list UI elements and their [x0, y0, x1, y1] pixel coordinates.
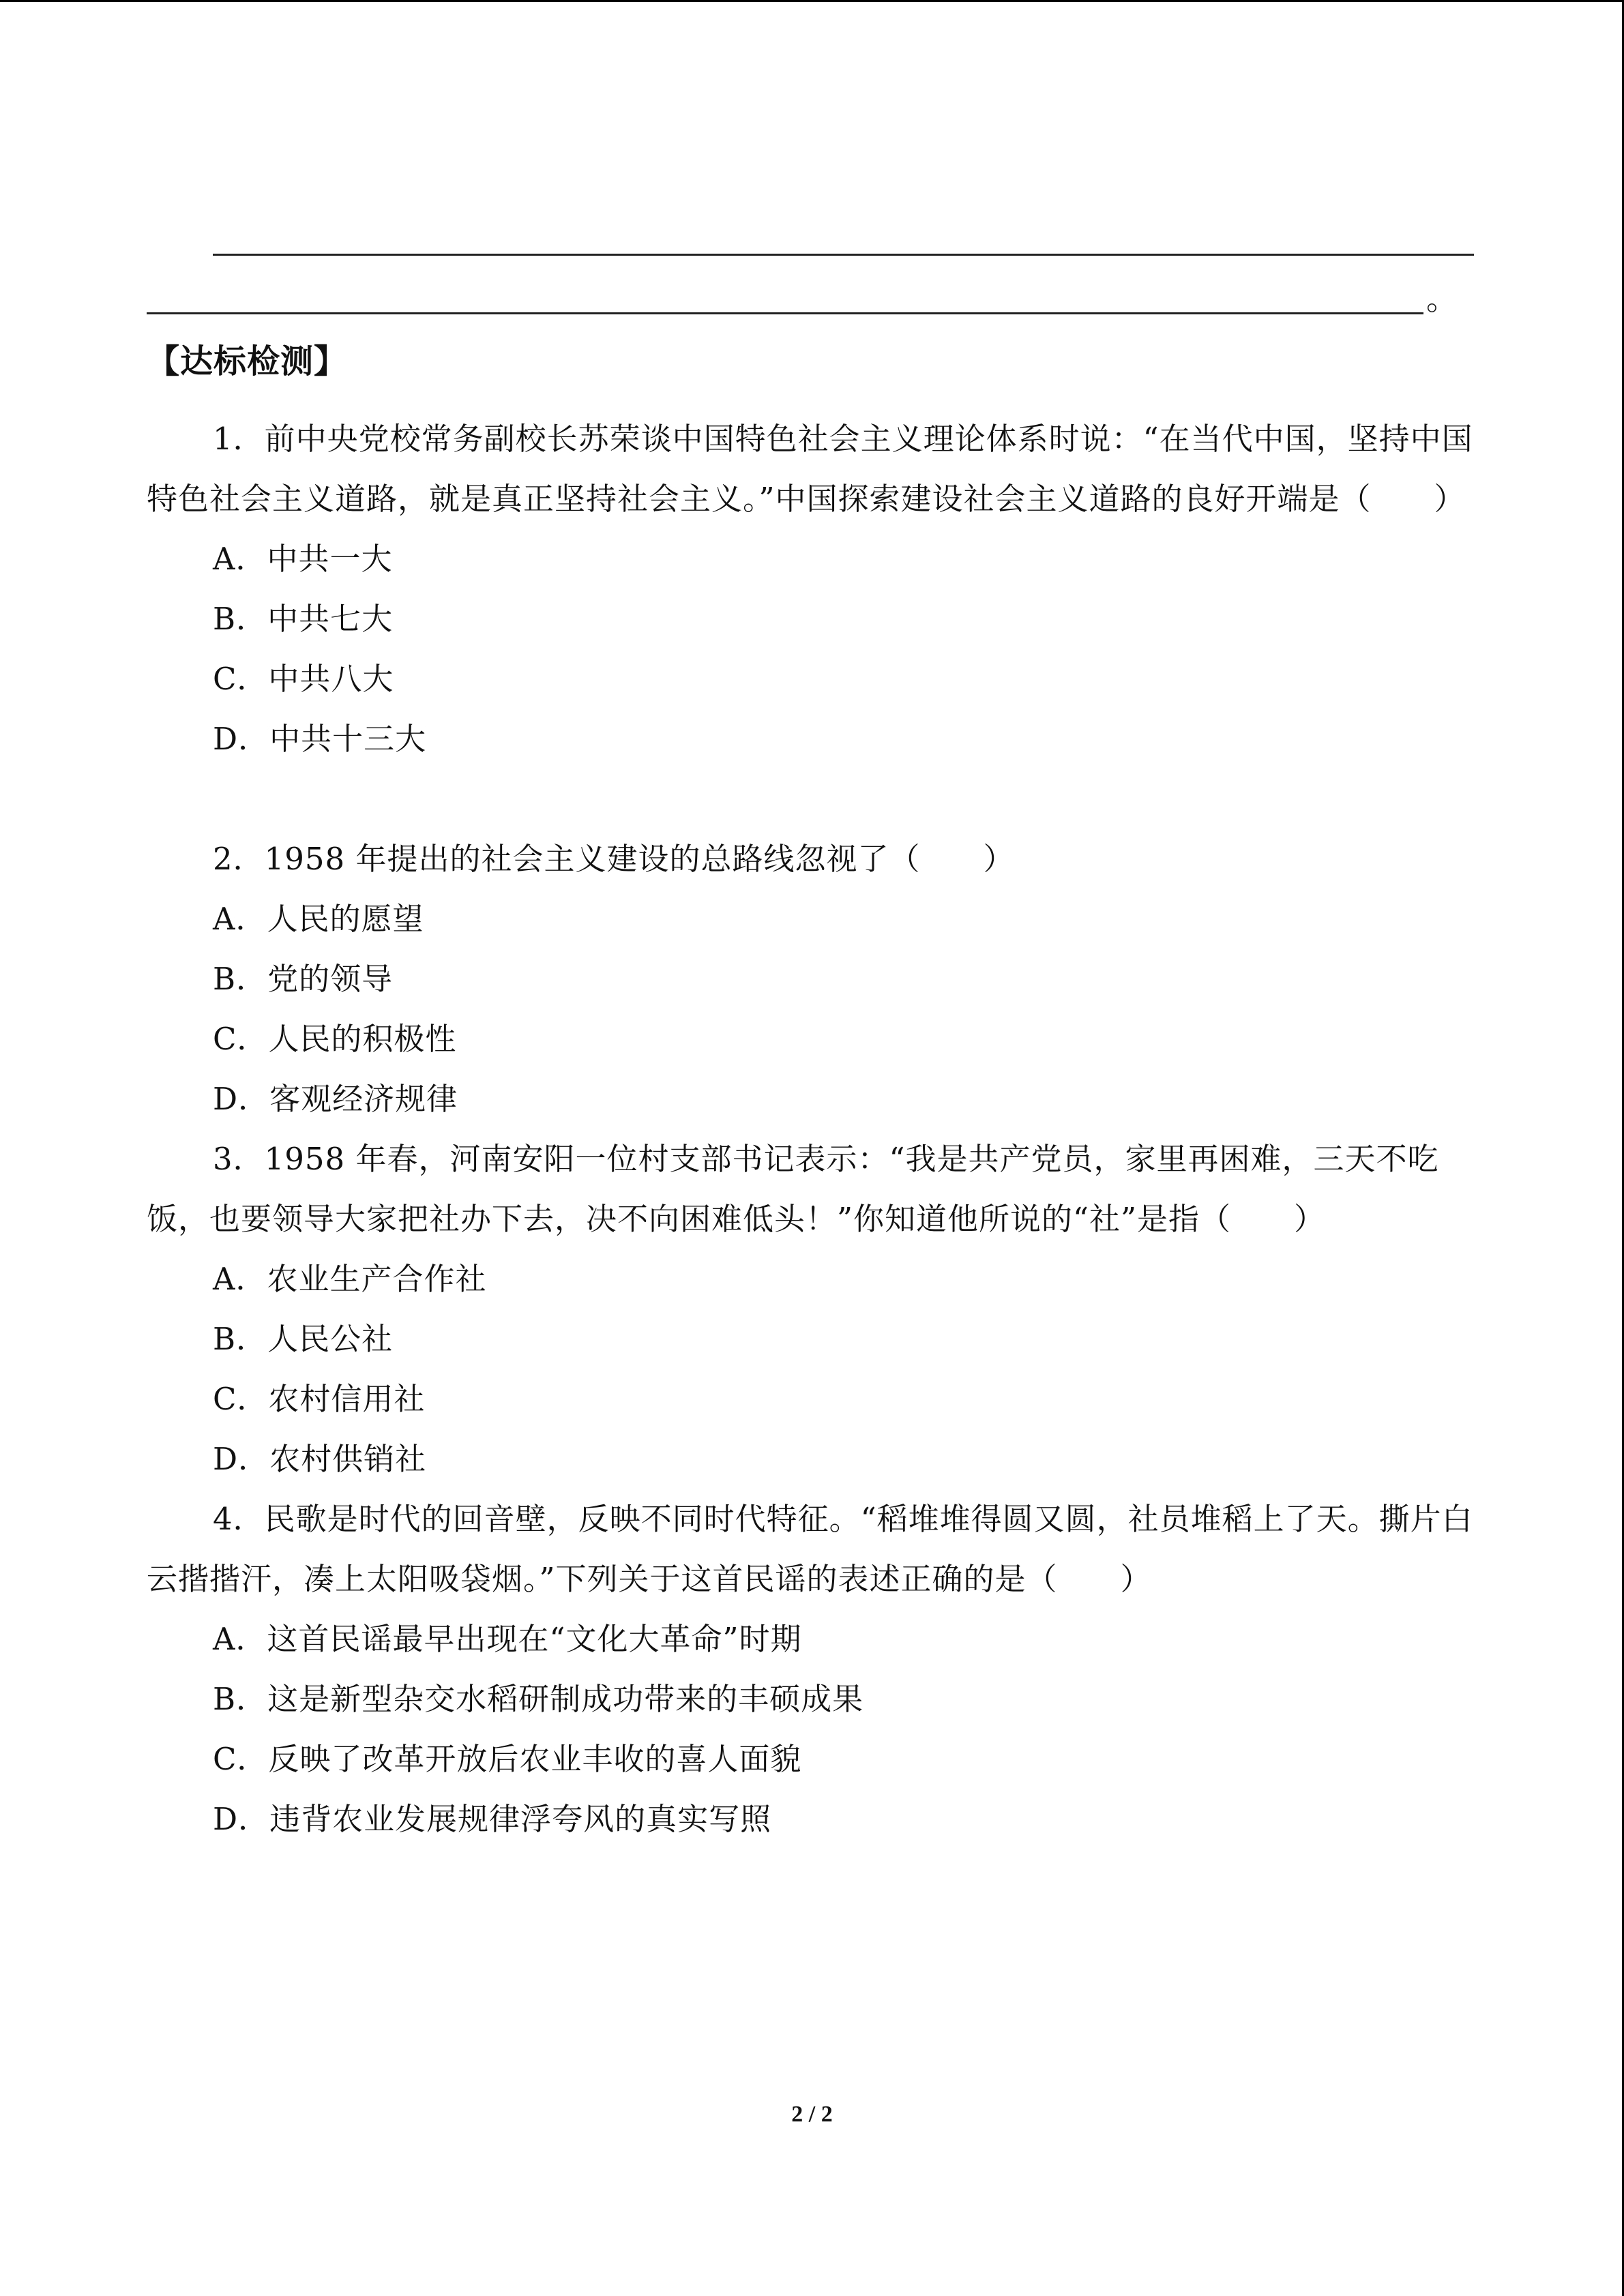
- option-c[interactable]: C．反映了改革开放后农业丰收的喜人面貌: [213, 1741, 802, 1777]
- option-d[interactable]: D．农村供销社: [213, 1441, 427, 1477]
- option-b[interactable]: B．这是新型杂交水稻研制成功带来的丰硕成果: [213, 1681, 864, 1717]
- section-heading: 【达标检测】: [147, 342, 348, 381]
- option-b[interactable]: B．党的领导: [213, 961, 394, 997]
- question-1: [147, 409, 1477, 769]
- option-a[interactable]: A．人民的愿望: [213, 901, 424, 937]
- option-b[interactable]: B．人民公社: [213, 1321, 394, 1357]
- page-border-top: [0, 0, 1624, 2]
- option-b[interactable]: B．中共七大: [213, 601, 394, 637]
- option-c[interactable]: C．人民的积极性: [213, 1021, 457, 1057]
- option-d[interactable]: D．中共十三大: [213, 721, 427, 757]
- question-4: [147, 1489, 1477, 1849]
- question-stem: 1．前中央党校常务副校长苏荣谈中国特色社会主义理论体系时说：“在当代中国，坚持中国特色社会主义道路，就是真正坚持社会主义。”中国探索建设社会主义道路的良好开端是（ ）: [147, 421, 1473, 517]
- question-stem: 3．1958 年春，河南安阳一位村支部书记表示：“我是共产党员，家里再困难，三天不吃饭，也要领导大家把社办下去，决不向困难低头！”你知道他所说的“社”是指（ ）: [147, 1141, 1439, 1237]
- option-d[interactable]: D．客观经济规律: [213, 1081, 458, 1117]
- question-3: [147, 1129, 1477, 1489]
- question-2: [147, 829, 1477, 1129]
- option-a[interactable]: A．中共一大: [213, 541, 393, 577]
- option-c[interactable]: C．农村信用社: [213, 1381, 426, 1417]
- question-stem: 2．1958 年提出的社会主义建设的总路线忽视了（ ）: [213, 841, 1015, 877]
- option-a[interactable]: A．这首民谣最早出现在“文化大革命”时期: [213, 1621, 802, 1657]
- option-d[interactable]: D．违背农业发展规律浮夸风的真实写照: [213, 1801, 772, 1837]
- question-stem: 4．民歌是时代的回音壁，反映不同时代特征。“稻堆堆得圆又圆，社员堆稻上了天。撕片白云揩揩汗，凑上太阳吸袋烟。”下列关于这首民谣的表述正确的是（ ）: [147, 1501, 1473, 1597]
- option-c[interactable]: C．中共八大: [213, 661, 394, 697]
- option-a[interactable]: A．农业生产合作社: [213, 1261, 487, 1297]
- answer-blank-line-1: [213, 254, 1474, 256]
- page-number: 2 / 2: [791, 2102, 833, 2127]
- answer-blank-line-2: [147, 312, 1423, 314]
- answer-end-mark: 。: [1426, 280, 1458, 317]
